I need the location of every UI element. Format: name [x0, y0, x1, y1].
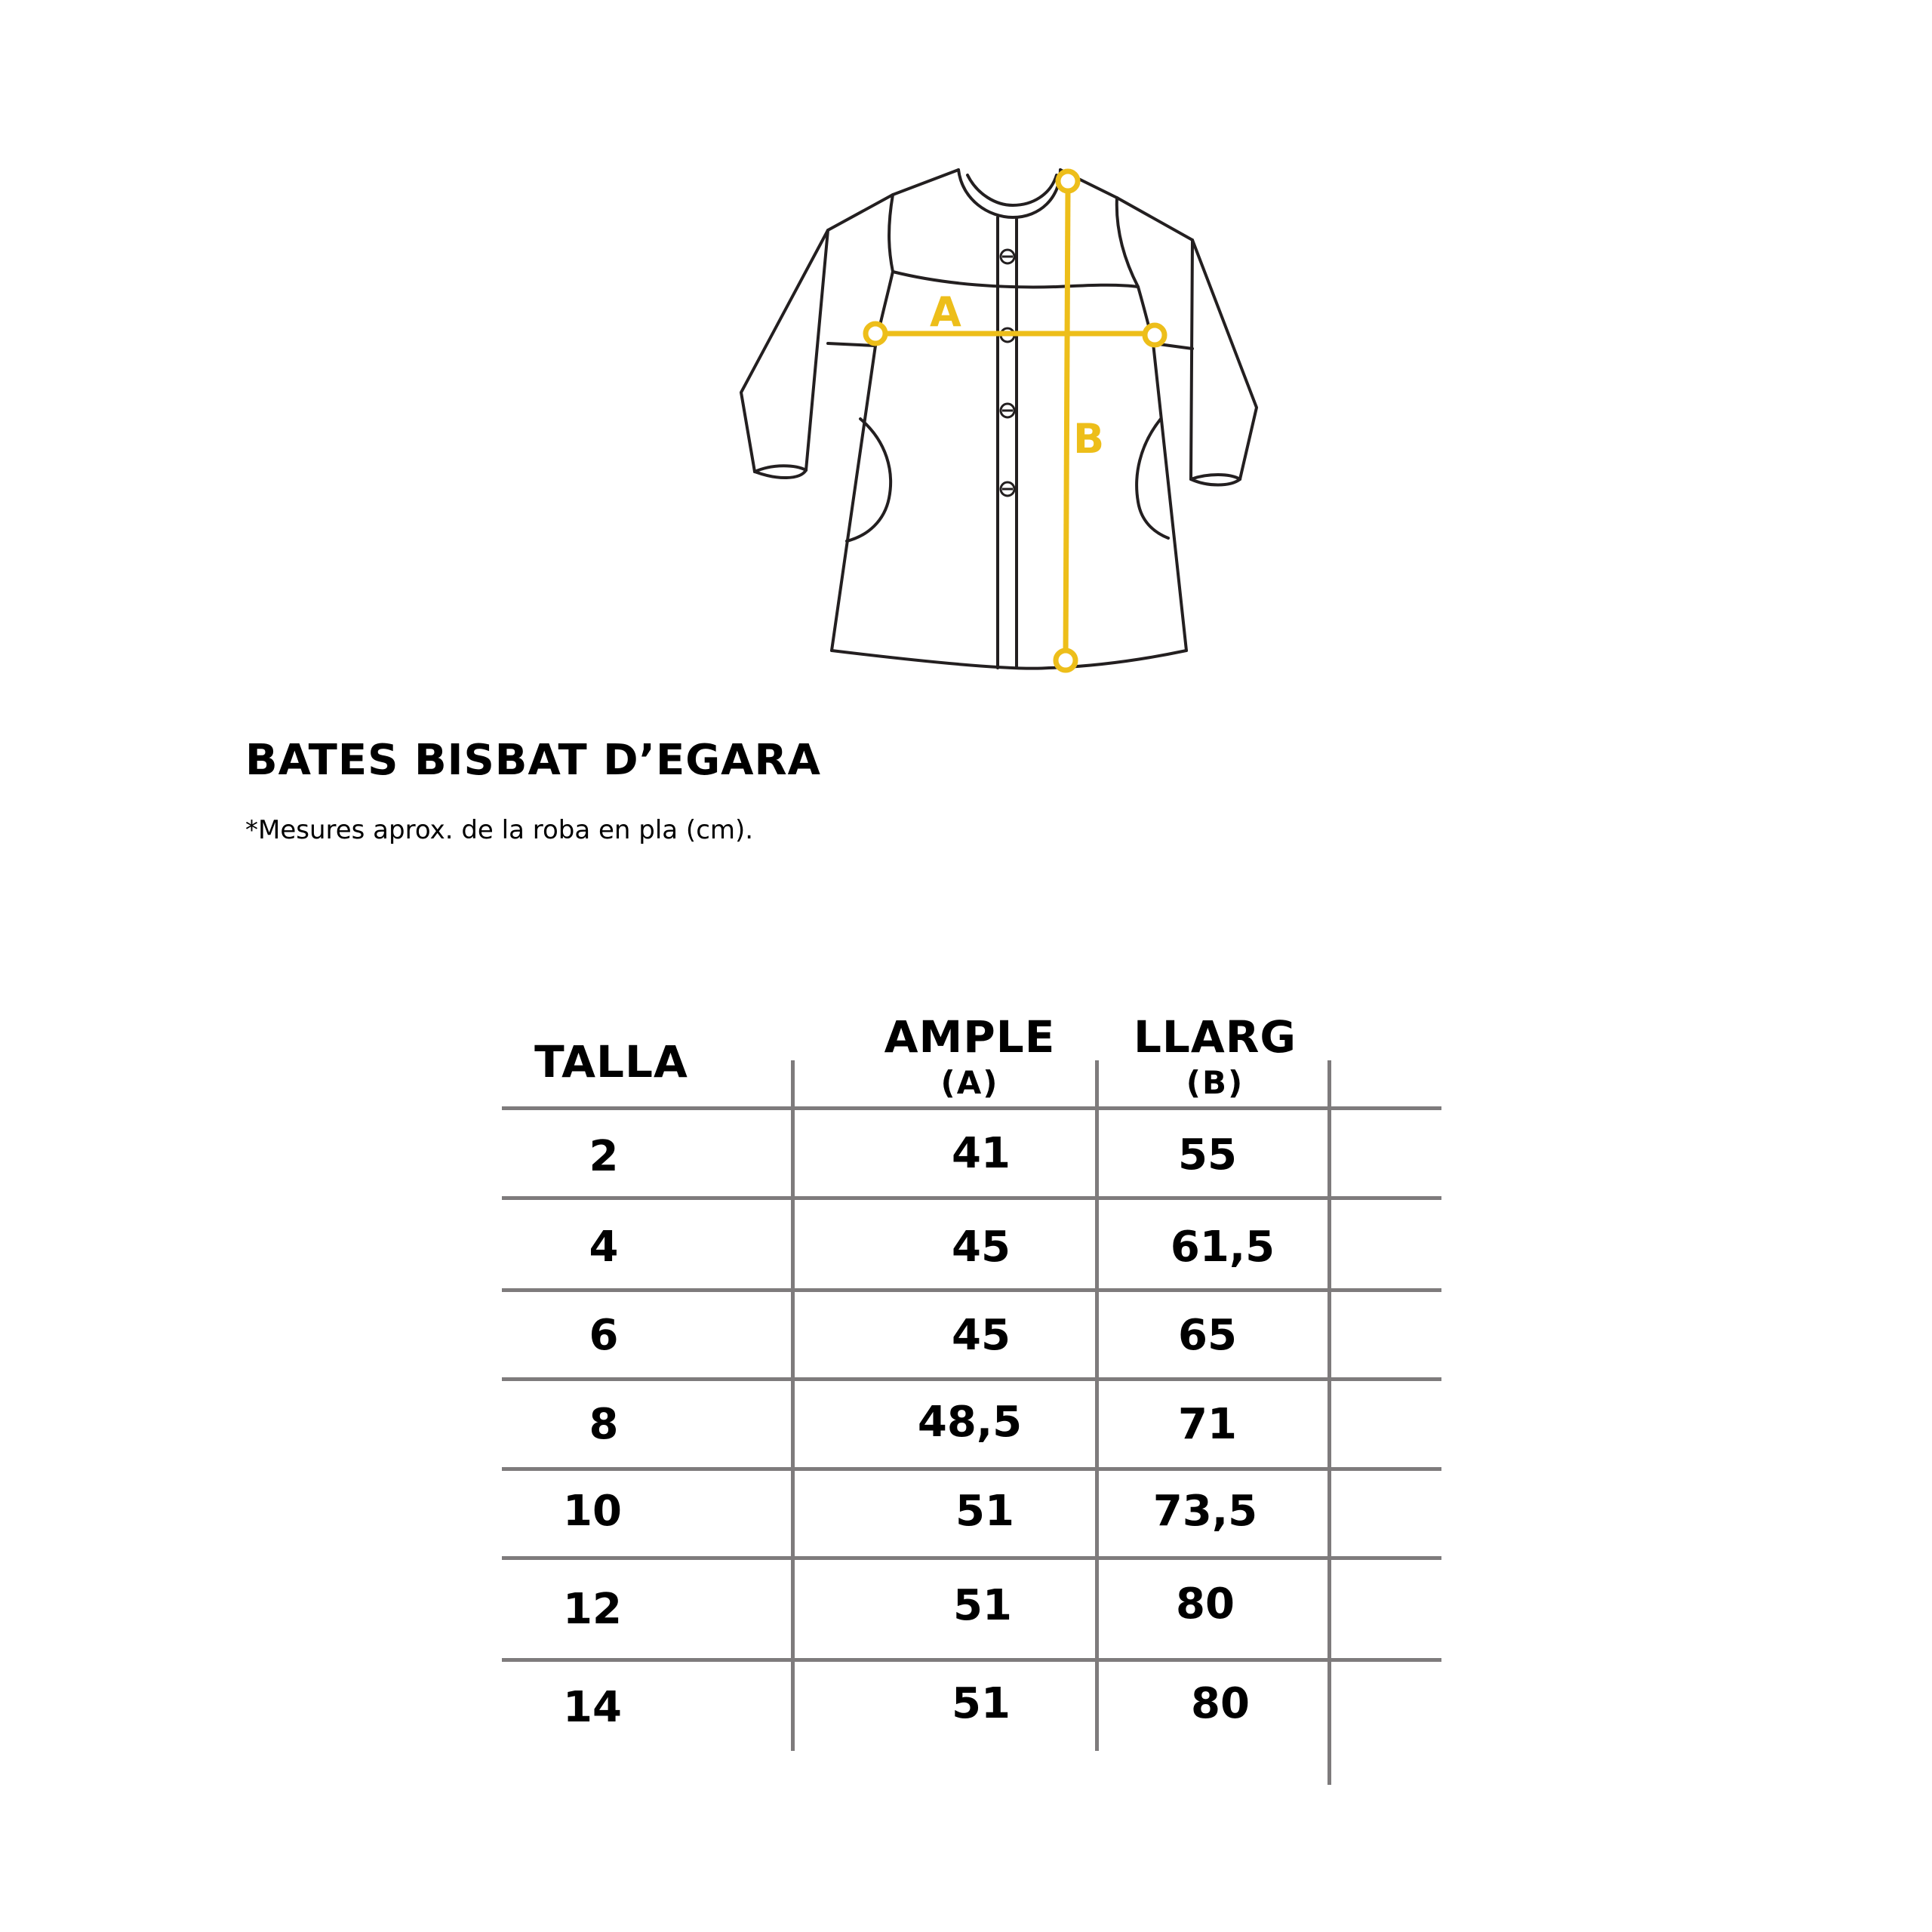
row-divider: [502, 1377, 1441, 1381]
table-cell-width: 41: [952, 1129, 1011, 1178]
row-divider: [502, 1556, 1441, 1560]
table-cell-width: 48,5: [917, 1398, 1023, 1447]
table-cell-length: 65: [1178, 1311, 1237, 1360]
table-cell-length: 61,5: [1170, 1223, 1275, 1272]
header-length-sub: (B): [1186, 1064, 1244, 1101]
table-cell-length: 73,5: [1152, 1487, 1258, 1536]
table-cell-length: 80: [1191, 1679, 1250, 1728]
row-divider: [502, 1196, 1441, 1200]
header-length: LLARG: [1133, 1011, 1297, 1063]
table-cell-size: 8: [589, 1400, 619, 1449]
table-cell-size: 4: [589, 1223, 619, 1272]
table-cell-length: 71: [1178, 1400, 1237, 1449]
measure-b-label: B: [1073, 415, 1105, 463]
measure-a-label: A: [930, 288, 961, 336]
row-divider: [502, 1106, 1441, 1110]
table-cell-size: 14: [563, 1683, 622, 1732]
page-title: BATES BISBAT D’EGARA: [245, 736, 821, 785]
row-divider: [502, 1288, 1441, 1292]
measurement-note: *Mesures aprox. de la roba en pla (cm).: [245, 815, 754, 845]
header-width-sub: (A): [940, 1064, 999, 1101]
table-cell-length: 80: [1176, 1580, 1235, 1629]
table-cell-size: 2: [589, 1132, 619, 1181]
measure-b: [1056, 171, 1104, 670]
header-width: AMPLE: [884, 1011, 1056, 1063]
table-cell-size: 12: [563, 1585, 622, 1634]
table-cell-width: 51: [952, 1679, 1011, 1728]
table-cell-width: 51: [953, 1581, 1012, 1630]
row-divider: [502, 1658, 1441, 1662]
header-size: TALLA: [534, 1036, 688, 1088]
table-cell-size: 6: [589, 1311, 619, 1360]
garment-diagram: [0, 0, 1932, 755]
row-divider: [502, 1467, 1441, 1471]
column-divider: [1327, 1060, 1331, 1785]
table-cell-width: 51: [955, 1487, 1014, 1536]
table-cell-length: 55: [1178, 1131, 1237, 1180]
coat-outline: [741, 170, 1257, 669]
table-cell-width: 45: [952, 1223, 1011, 1272]
table-cell-width: 45: [952, 1311, 1011, 1360]
column-divider: [791, 1060, 795, 1751]
column-divider: [1095, 1060, 1099, 1751]
table-cell-size: 10: [563, 1487, 622, 1536]
